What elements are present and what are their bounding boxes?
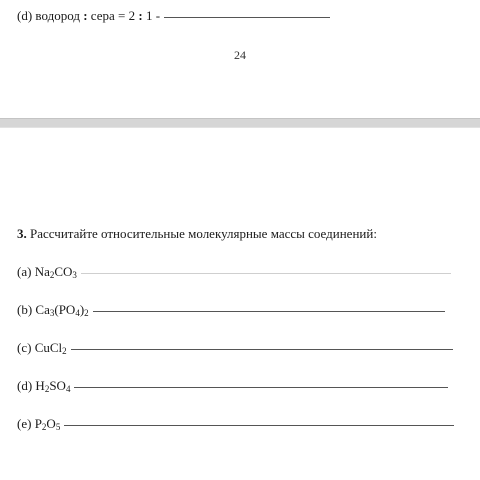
page-number: 24 (234, 48, 246, 62)
item-label: (b) (17, 302, 33, 317)
compound-item-a (17, 264, 451, 280)
task-heading (17, 226, 377, 242)
compound-item-d (17, 378, 448, 394)
formula-na2co3: $Na_2CO_3$ (34, 264, 77, 280)
ratio-mid: сера = 2 (90, 8, 136, 23)
ratio-tail: 1 - (145, 8, 161, 23)
item-label: (d) (17, 378, 33, 393)
answer-blank-d (164, 16, 330, 18)
formula-ca3po42: $Ca_3(PO_4)_2$ (35, 302, 89, 318)
ratio-colon-2: : (135, 8, 146, 23)
formula-h2so4: $H_2SO_4$ (35, 378, 71, 394)
page-separator (0, 118, 480, 128)
answer-blank-a (81, 272, 451, 274)
item-label: (c) (17, 340, 32, 355)
formula-cucl2: CuCl$_2$ (34, 340, 67, 356)
compound-item-e (17, 416, 454, 432)
ratio-colon-1: : (79, 8, 91, 23)
task-number: 3. (17, 226, 27, 241)
item-label: (a) (17, 264, 32, 279)
item-label: (e) (17, 416, 32, 431)
task-title: Рассчитайте относительные молекулярные массы соединений: (30, 226, 377, 241)
previous-page (0, 0, 480, 118)
answer-blank-e (64, 424, 454, 426)
answer-blank-d2 (74, 386, 448, 388)
answer-blank-b (93, 310, 445, 312)
formula-p2o5: $P_2O_5$ (34, 416, 61, 432)
ratio-line-d (17, 8, 330, 24)
compound-item-c (17, 340, 453, 356)
compound-item-b (17, 302, 445, 318)
answer-blank-c (71, 348, 453, 350)
ratio-label: (d) водород (17, 8, 80, 23)
